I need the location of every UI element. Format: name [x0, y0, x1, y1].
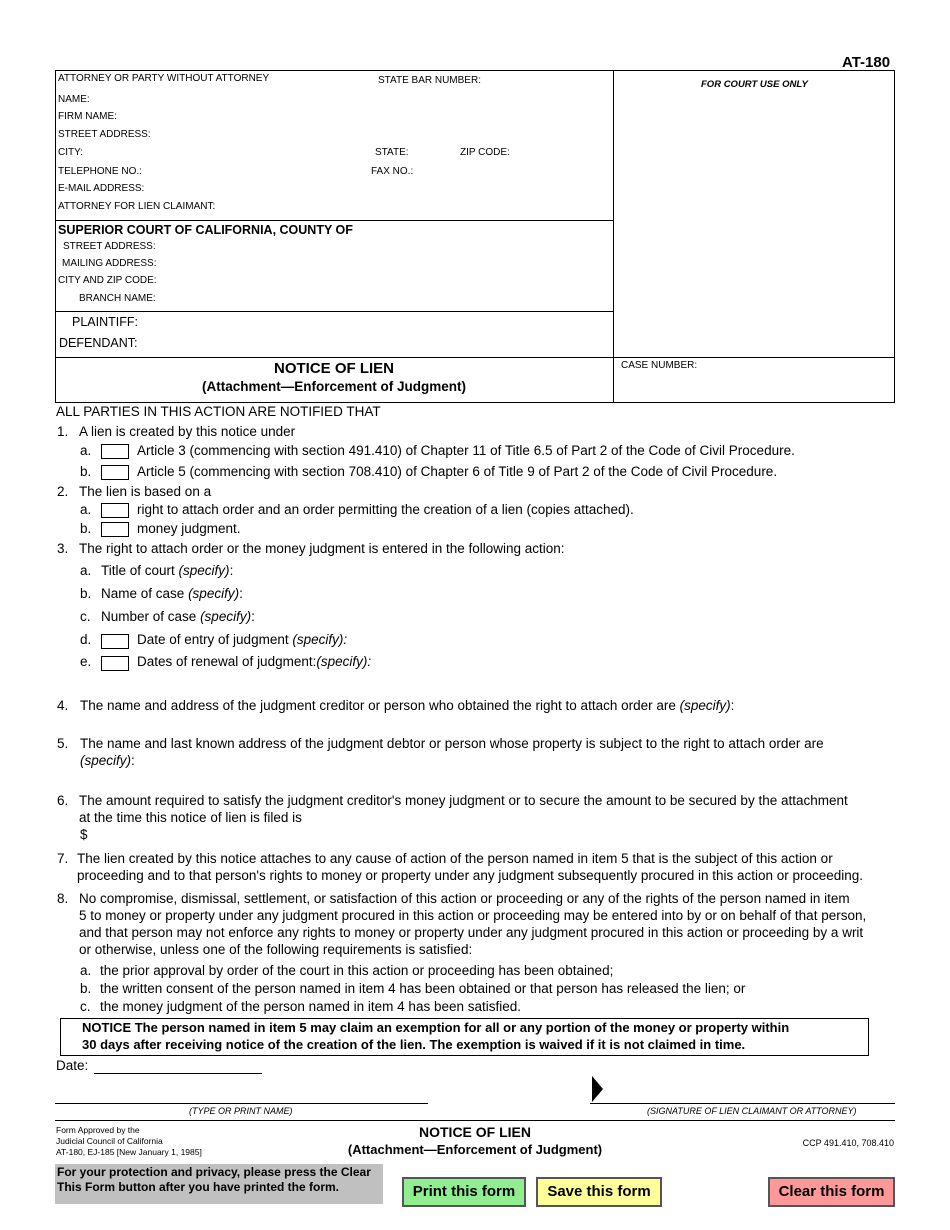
item-6-line2: at the time this notice of lien is filed is	[79, 810, 302, 825]
court-cityzip-label: CITY AND ZIP CODE:	[58, 275, 157, 286]
footer-title: NOTICE OF LIEN	[419, 1124, 531, 1140]
item-3b-label	[101, 586, 243, 601]
item-3b-specify: (specify)	[188, 586, 240, 601]
item-6-number: 6.	[57, 793, 69, 808]
item-1a-letter: a.	[80, 443, 92, 458]
item-5-number: 5.	[57, 736, 69, 751]
clear-form-button[interactable]: Clear this form	[768, 1177, 895, 1207]
item-3e-colon: :	[367, 654, 372, 669]
item-8-line1: No compromise, dismissal, settlement, or satisfaction of this action or proceeding or any of the rights of the person named in item	[79, 891, 850, 906]
item-7-line2: proceeding and to that person's rights to money or property under any judgment subsequently procured in this action or proceeding.	[77, 868, 864, 883]
item-3b-colon: :	[239, 586, 243, 601]
item-1b-text: Article 5 (commencing with section 708.410) of Chapter 6 of Title 9 of Part 2 of the Code of Civil Procedure.	[137, 464, 778, 479]
notice-line2: 30 days after receiving notice of the creation of the lien. The exemption is waived if it is not claimed in time.	[82, 1037, 746, 1052]
item-4-label	[80, 698, 734, 713]
item-4-text: The name and address of the judgment creditor or person who obtained the right to attach order are	[80, 698, 676, 713]
street-address-label: STREET ADDRESS:	[58, 129, 151, 140]
item-4-specify: (specify)	[679, 698, 731, 713]
item-1a-text: Article 3 (commencing with section 491.410) of Chapter 11 of Title 6.5 of Part 2 of the Code of Civil Procedure.	[137, 443, 795, 458]
email-label: E-MAIL ADDRESS:	[58, 183, 145, 194]
save-form-button[interactable]: Save this form	[536, 1177, 662, 1207]
item-2-number: 2.	[57, 484, 69, 499]
item-4-colon: :	[730, 698, 735, 713]
item-2a-text: right to attach order and an order permitting the creation of a lien (copies attached).	[137, 502, 634, 517]
item-2b-text: money judgment.	[137, 521, 241, 536]
footer-code: CCP 491.410, 708.410	[802, 1138, 894, 1148]
notice-line1: NOTICE The person named in item 5 may claim an exemption for all or any portion of the money or property within	[82, 1020, 790, 1035]
item-3a-colon: :	[229, 563, 234, 578]
print-form-button[interactable]: Print this form	[402, 1177, 526, 1207]
item-8b-letter: b.	[80, 981, 92, 996]
item-5-text: The name and last known address of the judgment debtor or person whose property is subject to the right to attach order are	[80, 736, 824, 751]
footer-approved-2: Judicial Council of California	[56, 1136, 163, 1146]
date-label: Date:	[56, 1058, 89, 1073]
print-name-line[interactable]	[55, 1103, 428, 1104]
item-1-number: 1.	[57, 424, 69, 439]
name-label: NAME:	[58, 94, 90, 105]
case-number-label: CASE NUMBER:	[621, 360, 698, 371]
state-bar-label: STATE BAR NUMBER:	[378, 75, 481, 86]
item-3d-letter: d.	[80, 632, 92, 647]
item-8c-letter: c.	[80, 999, 91, 1014]
item-3d-checkbox[interactable]	[101, 634, 129, 649]
item-1a-checkbox[interactable]	[101, 444, 129, 459]
court-title: SUPERIOR COURT OF CALIFORNIA, COUNTY OF	[58, 223, 353, 237]
privacy-notice	[55, 1164, 383, 1204]
item-8-line4: or otherwise, unless one of the following requirements is satisfied:	[79, 942, 473, 957]
telephone-label: TELEPHONE NO.:	[58, 166, 142, 177]
defendant-label: DEFENDANT:	[59, 336, 138, 350]
item-3e-specify: (specify)	[316, 654, 368, 669]
item-5-specify-line	[80, 753, 135, 768]
fax-label: FAX NO.:	[371, 166, 414, 177]
item-3c-letter: c.	[80, 609, 91, 624]
item-3e-text: Dates of renewal of judgment:	[137, 654, 317, 669]
item-2a-letter: a.	[80, 502, 92, 517]
item-8a-text: the prior approval by order of the court in this action or proceeding has been obtained;	[100, 963, 614, 978]
item-3c-label	[101, 609, 255, 624]
firm-name-label: FIRM NAME:	[58, 111, 117, 122]
item-5-specify: (specify)	[80, 753, 132, 768]
caption-divider	[613, 70, 614, 402]
item-8c-text: the money judgment of the person named in item 4 has been satisfied.	[100, 999, 522, 1014]
item-3c-text: Number of case	[101, 609, 197, 624]
print-name-label: (TYPE OR PRINT NAME)	[189, 1106, 293, 1116]
item-3d-text: Date of entry of judgment	[137, 632, 289, 647]
divider-parties	[55, 311, 613, 312]
dollar-sign: $	[80, 827, 88, 842]
footer-approved	[56, 1125, 202, 1158]
form-id: AT-180	[842, 54, 891, 71]
privacy-line1: For your protection and privacy, please press the Clear	[57, 1165, 371, 1179]
footer-approved-3: AT-180, EJ-185 [New January 1, 1985]	[56, 1147, 202, 1157]
privacy-line2: This Form button after you have printed the form.	[57, 1180, 340, 1194]
item-3a-text: Title of court	[101, 563, 175, 578]
item-3e-label	[137, 654, 371, 669]
item-5-colon: :	[131, 753, 135, 768]
date-line[interactable]	[94, 1073, 262, 1074]
attorney-for-label: ATTORNEY FOR LIEN CLAIMANT:	[58, 201, 216, 212]
footer-approved-1: Form Approved by the	[56, 1125, 140, 1135]
item-3b-text: Name of case	[101, 586, 185, 601]
item-8a-letter: a.	[80, 963, 92, 978]
court-use-label: FOR COURT USE ONLY	[701, 79, 808, 90]
item-8-number: 8.	[57, 891, 69, 906]
item-3a-label	[101, 563, 233, 578]
footer-rule	[55, 1120, 895, 1121]
footer-subtitle: (Attachment—Enforcement of Judgment)	[347, 1142, 603, 1157]
arrow-right-icon	[590, 1076, 604, 1102]
item-1-text: A lien is created by this notice under	[79, 424, 296, 439]
zip-label: ZIP CODE:	[460, 147, 510, 158]
item-3-text: The right to attach order or the money judgment is entered in the following action:	[79, 541, 565, 556]
item-3c-specify: (specify)	[200, 609, 252, 624]
item-2b-letter: b.	[80, 521, 92, 536]
item-3-number: 3.	[57, 541, 69, 556]
item-7-line1: The lien created by this notice attaches to any cause of action of the person named in item 5 that is the subject of this action or	[77, 851, 833, 866]
city-label: CITY:	[58, 147, 84, 158]
divider-title	[55, 357, 894, 358]
intro-text: ALL PARTIES IN THIS ACTION ARE NOTIFIED THAT	[56, 404, 381, 419]
item-2a-checkbox[interactable]	[101, 503, 129, 518]
item-6-line1: The amount required to satisfy the judgment creditor's money judgment or to secure the amount to be secured by the attachment	[79, 793, 848, 808]
court-street-label: STREET ADDRESS:	[63, 241, 156, 252]
item-7-number: 7.	[57, 851, 69, 866]
state-label: STATE:	[375, 147, 409, 158]
item-8b-text: the written consent of the person named in item 4 has been obtained or that person has released the lien; or	[100, 981, 746, 996]
item-3c-colon: :	[251, 609, 255, 624]
doc-subtitle: (Attachment—Enforcement of Judgment)	[201, 379, 466, 394]
item-3a-specify: (specify)	[178, 563, 230, 578]
item-2b-checkbox[interactable]	[101, 522, 129, 537]
item-2-text: The lien is based on a	[79, 484, 212, 499]
court-branch-label: BRANCH NAME:	[79, 293, 156, 304]
item-1b-checkbox[interactable]	[101, 465, 129, 480]
item-3d-specify: (specify)	[292, 632, 344, 647]
signature-line[interactable]	[590, 1103, 895, 1104]
item-4-number: 4.	[57, 698, 69, 713]
item-3d-label	[137, 632, 347, 647]
item-8-line3: and that person may not enforce any rights to money or property under any judgment procured in this action or proceeding by a writ	[79, 925, 864, 940]
item-3e-letter: e.	[80, 654, 92, 669]
item-3d-colon: :	[343, 632, 348, 647]
item-3e-checkbox[interactable]	[101, 656, 129, 671]
item-8-line2: 5 to money or property under any judgment procured in this action or proceeding may be entered into by or on behalf of that person,	[79, 908, 867, 923]
signature-label: (SIGNATURE OF LIEN CLAIMANT OR ATTORNEY)	[647, 1106, 857, 1116]
divider-court	[55, 220, 613, 221]
court-mailing-label: MAILING ADDRESS:	[62, 258, 157, 269]
attorney-label: ATTORNEY OR PARTY WITHOUT ATTORNEY	[58, 73, 270, 84]
plaintiff-label: PLAINTIFF:	[72, 315, 138, 329]
doc-title: NOTICE OF LIEN	[274, 360, 394, 377]
item-3a-letter: a.	[80, 563, 92, 578]
item-3b-letter: b.	[80, 586, 92, 601]
item-1b-letter: b.	[80, 464, 92, 479]
